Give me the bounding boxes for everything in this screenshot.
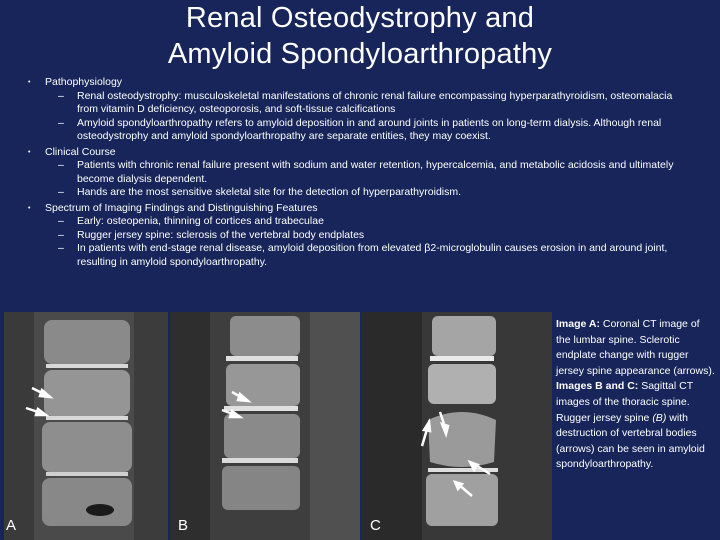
slide-body	[0, 76, 720, 271]
section-heading: Pathophysiology	[45, 76, 123, 88]
list-item	[58, 242, 720, 269]
caption-a-text: Coronal CT image of the lumbar spine. Sclerotic endplate change with rugger jersey spine appearance (arrows).	[556, 318, 715, 377]
list-item-text: Rugger jersey spine: sclerosis of the vertebral body endplates	[77, 228, 365, 241]
dash-marker: –	[58, 242, 64, 254]
image-label-c: C	[370, 517, 381, 534]
caption-bc-text-2: with destruction of vertebral bodies (arrows) can be seen in amyloid spondyloarthropathy.	[556, 411, 705, 471]
dash-marker: –	[58, 215, 64, 227]
caption-bc-ref: (B)	[652, 411, 667, 424]
list-item-text: Hands are the most sensitive skeletal site for the detection of hyperparathyroidism.	[77, 186, 462, 198]
caption-bc-text: Sagittal CT images of the thoracic spine. Rugger jersey spine	[556, 380, 693, 424]
list-item-text: Renal osteodystrophy: musculoskeletal manifestations of chronic renal failure encompassing hyperparathyroidism, osteomalacia from vitamin D deficiency, osteoporosis, and soft-tissue calcifications	[77, 89, 673, 115]
dash-marker: –	[58, 228, 64, 241]
dash-marker: –	[58, 116, 64, 129]
ct-image-a-graphic	[4, 312, 168, 540]
title-line-1: Renal Osteodystrophy and	[185, 2, 535, 34]
title-line-2: Amyloid Spondyloarthropathy	[167, 38, 553, 70]
list-item	[58, 186, 720, 200]
list-item	[58, 159, 720, 186]
list-item	[58, 215, 720, 229]
ct-image-c	[362, 312, 552, 540]
list-item	[58, 229, 720, 243]
slide-title	[0, 0, 720, 72]
caption-a-heading: Image A:	[556, 318, 600, 330]
section-heading: Spectrum of Imaging Findings and Distinguishing Features	[45, 201, 318, 214]
list-item-text: Patients with chronic renal failure present with sodium and water retention, hypercalcemia, and metabolic acidosis and ultimately become dialysis dependent.	[77, 159, 674, 185]
ct-image-a	[4, 312, 168, 540]
ct-image-c-graphic	[362, 312, 552, 540]
dash-marker: –	[58, 186, 64, 198]
ct-image-b-graphic	[170, 312, 360, 540]
figure-caption	[556, 317, 716, 473]
list-item	[58, 90, 720, 117]
bullet-icon: •	[28, 79, 31, 86]
list-item-text: Amyloid spondyloarthropathy refers to amyloid deposition in and around joints in patients on long-term dialysis. Although renal osteodystrophy and amyloid spondyloarthropathy are separate entities, they may coexist.	[77, 116, 662, 142]
ct-image-b	[170, 312, 360, 540]
list-item-text: Early: osteopenia, thinning of cortices and trabeculae	[77, 215, 324, 227]
list-item	[58, 117, 720, 144]
section-imaging-findings	[0, 202, 720, 270]
bullet-icon: •	[28, 148, 31, 156]
dash-marker: –	[58, 89, 64, 102]
list-item-text: In patients with end-stage renal disease, amyloid deposition from elevated β2-microglobulin causes erosion in and around joint, resulting in amyloid spondyloarthropathy.	[77, 242, 668, 268]
image-label-a: A	[6, 517, 17, 534]
dash-marker: –	[58, 159, 64, 171]
section-pathophysiology	[0, 76, 720, 144]
caption-bc-heading: Images B and C:	[556, 380, 639, 393]
section-heading: Clinical Course	[45, 145, 116, 158]
section-clinical-course	[0, 146, 720, 200]
image-label-b: B	[178, 517, 189, 534]
bullet-icon: •	[28, 204, 31, 212]
